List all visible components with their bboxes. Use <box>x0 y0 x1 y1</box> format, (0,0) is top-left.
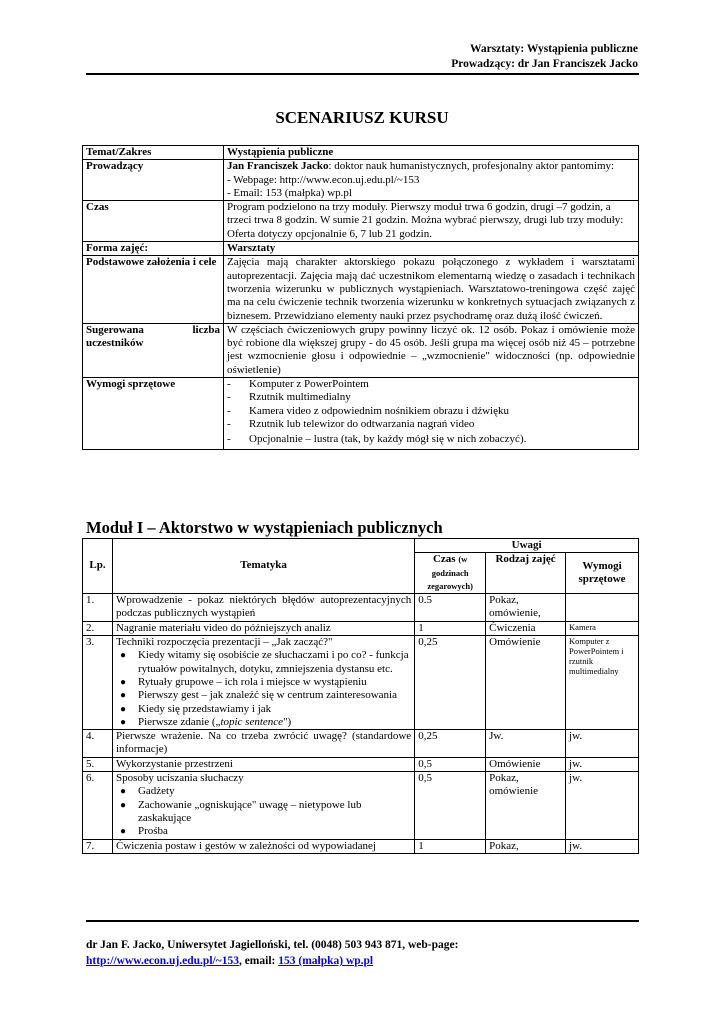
row-label: Prowadzący <box>83 160 224 201</box>
row-value: Program podzielono na trzy moduły. Pierwszy moduł trwa 6 godzin, drugi –7 godzin, a trzeci trwa 8 godzin. W sumie 21 godzin. Można wybrać pierwszy, drugi lub trzy moduły: Oferta dotyczy opcjonalnie 6, 7 lub 21 godzin. <box>224 201 639 242</box>
list-item: - Kamera video z odpowiednim nośnikiem obrazu i dźwięku <box>227 404 509 417</box>
instructor-webpage: - Webpage: http://www.econ.uj.edu.pl/~153 <box>227 173 420 186</box>
footer-webpage-link[interactable]: http://www.econ.uj.edu.pl/~153 <box>86 955 239 967</box>
instructor-name: Jan Franciszek Jacko <box>227 160 329 173</box>
list-item: ● Prośba <box>119 825 168 838</box>
table-row: 4. Pierwsze wrażenie. Na co trzeba zwrócić uwagę? (standardowe informacje) 0,25 Jw. jw. <box>83 730 639 758</box>
col-rodzaj: Rodzaj zajęć <box>486 553 566 594</box>
instructor-email: - Email: 153 (małpka) wp.pl <box>227 186 352 199</box>
row-label: Temat/Zakres <box>83 146 224 160</box>
footer-email-link[interactable]: 153 (małpka) wp.pl <box>278 955 374 967</box>
header-course: Warsztaty: Wystąpienia publiczne <box>469 43 638 55</box>
table-row <box>83 201 639 242</box>
row-label: Forma zajęć: <box>83 242 224 256</box>
running-header <box>451 42 638 72</box>
table-row: 1. Wprowadzenie - pokaz niektórych błędów autoprezentacyjnych podczas publicznych wystąpień 0.5 Pokaz, omówienie, <box>83 594 639 622</box>
row-label: Wymogi sprzętowe <box>83 378 224 449</box>
list-item: - Rzutnik multimedialny <box>227 391 351 404</box>
footer: dr Jan F. Jacko, Uniwersytet Jagielloński, tel. (0048) 503 943 871, web-page: http://www.econ.uj.edu.pl/~153, email: 153 (małpka) wp.pl <box>86 939 459 967</box>
instructor-desc: Jan Franciszek Jacko: doktor nauk humanistycznych, profesjonalny aktor pantomimy: <box>227 160 615 173</box>
row-value <box>224 160 639 201</box>
row-value: Zajęcia mają charakter aktorskiego pokazu połączonego z wykładem i warsztatami autoprezentacji. Zajęcia mają dać uczestnikom elementarną wiedzę o zasadach i technikach tworzenia wizerunku w publicznych wystąpieniach. Warsztatowo-treningowa część zajęć ma na celu ćwiczenie technik tworzenia wizerunku w konkretnych sytuacjach związanych z biznesem. Przewidziano elementy nauki przez psychodramę oraz dużą ilość ćwiczeń. <box>224 256 639 323</box>
row-value <box>224 378 639 449</box>
module-title: Moduł I – Aktorstwo w wystąpieniach publicznych <box>86 518 443 537</box>
list-item: ● Kiedy witamy się osobiście ze słuchaczami i po co? - funkcja rytuałów powitalnych, dotyku, zmniejszenia dystansu etc. <box>119 649 409 675</box>
table-row <box>83 160 639 201</box>
table-row <box>83 323 639 377</box>
col-czas: Czas (w godzinach zegarowych) <box>415 553 486 594</box>
table-row <box>83 146 639 160</box>
col-uwagi: Uwagi <box>415 539 639 553</box>
row-label: Czas <box>83 201 224 242</box>
row-value: Wystąpienia publiczne <box>224 146 639 160</box>
col-tematyka: Tematyka <box>112 539 414 594</box>
table-row: 7. Ćwiczenia postaw i gestów w zależności od wypowiadanej 1 Pokaz, jw. <box>83 839 639 853</box>
table-row <box>83 242 639 256</box>
table-row <box>83 256 639 323</box>
header-instructor: Prowadzący: dr Jan Franciszek Jacko <box>451 58 638 70</box>
module-table <box>82 538 639 854</box>
header-rule <box>86 73 639 75</box>
table-row: 2. Nagranie materiału video do późniejszych analiz 1 Ćwiczenia Kamera <box>83 621 639 635</box>
list-item: - Rzutnik lub telewizor do odtwarzania nagrań video <box>227 417 475 430</box>
col-wymogi: Wymogi sprzętowe <box>566 553 639 594</box>
list-item: - Opcjonalnie – lustra (tak, by każdy mógł się w nich zobaczyć). <box>227 433 527 446</box>
document-title: SCENARIUSZ KURSU <box>275 108 449 127</box>
list-item: - Komputer z PowerPointem <box>227 378 369 391</box>
col-lp: Lp. <box>83 539 113 594</box>
row-label: Sugerowana liczba uczestników <box>83 323 224 377</box>
list-item: ● Zachowanie „ogniskujące" uwagę – nietypowe lub zaskakujące <box>119 798 362 824</box>
table-row: 3. Techniki rozpoczęcia prezentacji – „Jak zacząć?" ● Kiedy witamy się osobiście ze słuchaczami i po co? - funkcja rytuałów powitalnych, dotyku, zmniejszenia dystansu etc. ● Rytuały grupowe – ich rola i miejsce w wystąpieniu ● Pierwszy gest – jak znaleźć się w centrum zainteresowania ● Kiedy się przedstawiamy i jak ● Pierwsze zdanie („topic sentence") 0,25 Omówienie Komputer z PowerPointem i rzutnik multimedialny <box>83 636 639 730</box>
footer-rule <box>86 920 639 922</box>
row-value: W częściach ćwiczeniowych grupy powinny liczyć ok. 12 osób. Pokaz i omówienie może być robione dla większej grupy - do 45 osób. Jeśli grupa ma więcej osób niż 45 – potrzebne jest wzmocnienie głosu i odpowiednie – „wzmocnienie" widoczności (np. odpowiednie oświetlenie) <box>224 323 639 377</box>
table-row: 5. Wykorzystanie przestrzeni 0,5 Omówienie jw. <box>83 757 639 771</box>
list-item: ● Pierwsze zdanie („topic sentence") <box>119 715 292 728</box>
list-item: ● Pierwszy gest – jak znaleźć się w centrum zainteresowania <box>119 689 397 702</box>
list-item: ● Rytuały grupowe – ich rola i miejsce w wystąpieniu <box>119 675 367 688</box>
table-row <box>83 378 639 449</box>
row-value: Warsztaty <box>224 242 639 256</box>
list-item: ● Kiedy się przedstawiamy i jak <box>119 702 272 715</box>
course-info-table <box>82 145 639 450</box>
table-header-row <box>83 539 639 553</box>
table-row: 6. Sposoby uciszania słuchaczy ● Gadżety ● Zachowanie „ogniskujące" uwagę – nietypowe lub zaskakujące ● Prośba 0,5 Pokaz, omówienie jw. <box>83 772 639 839</box>
list-item: ● Gadżety <box>119 785 175 798</box>
footer-contact: dr Jan F. Jacko, Uniwersytet Jagielloński, tel. (0048) 503 943 871, web-page: <box>86 939 459 951</box>
row-label: Podstawowe założenia i cele <box>83 256 224 323</box>
